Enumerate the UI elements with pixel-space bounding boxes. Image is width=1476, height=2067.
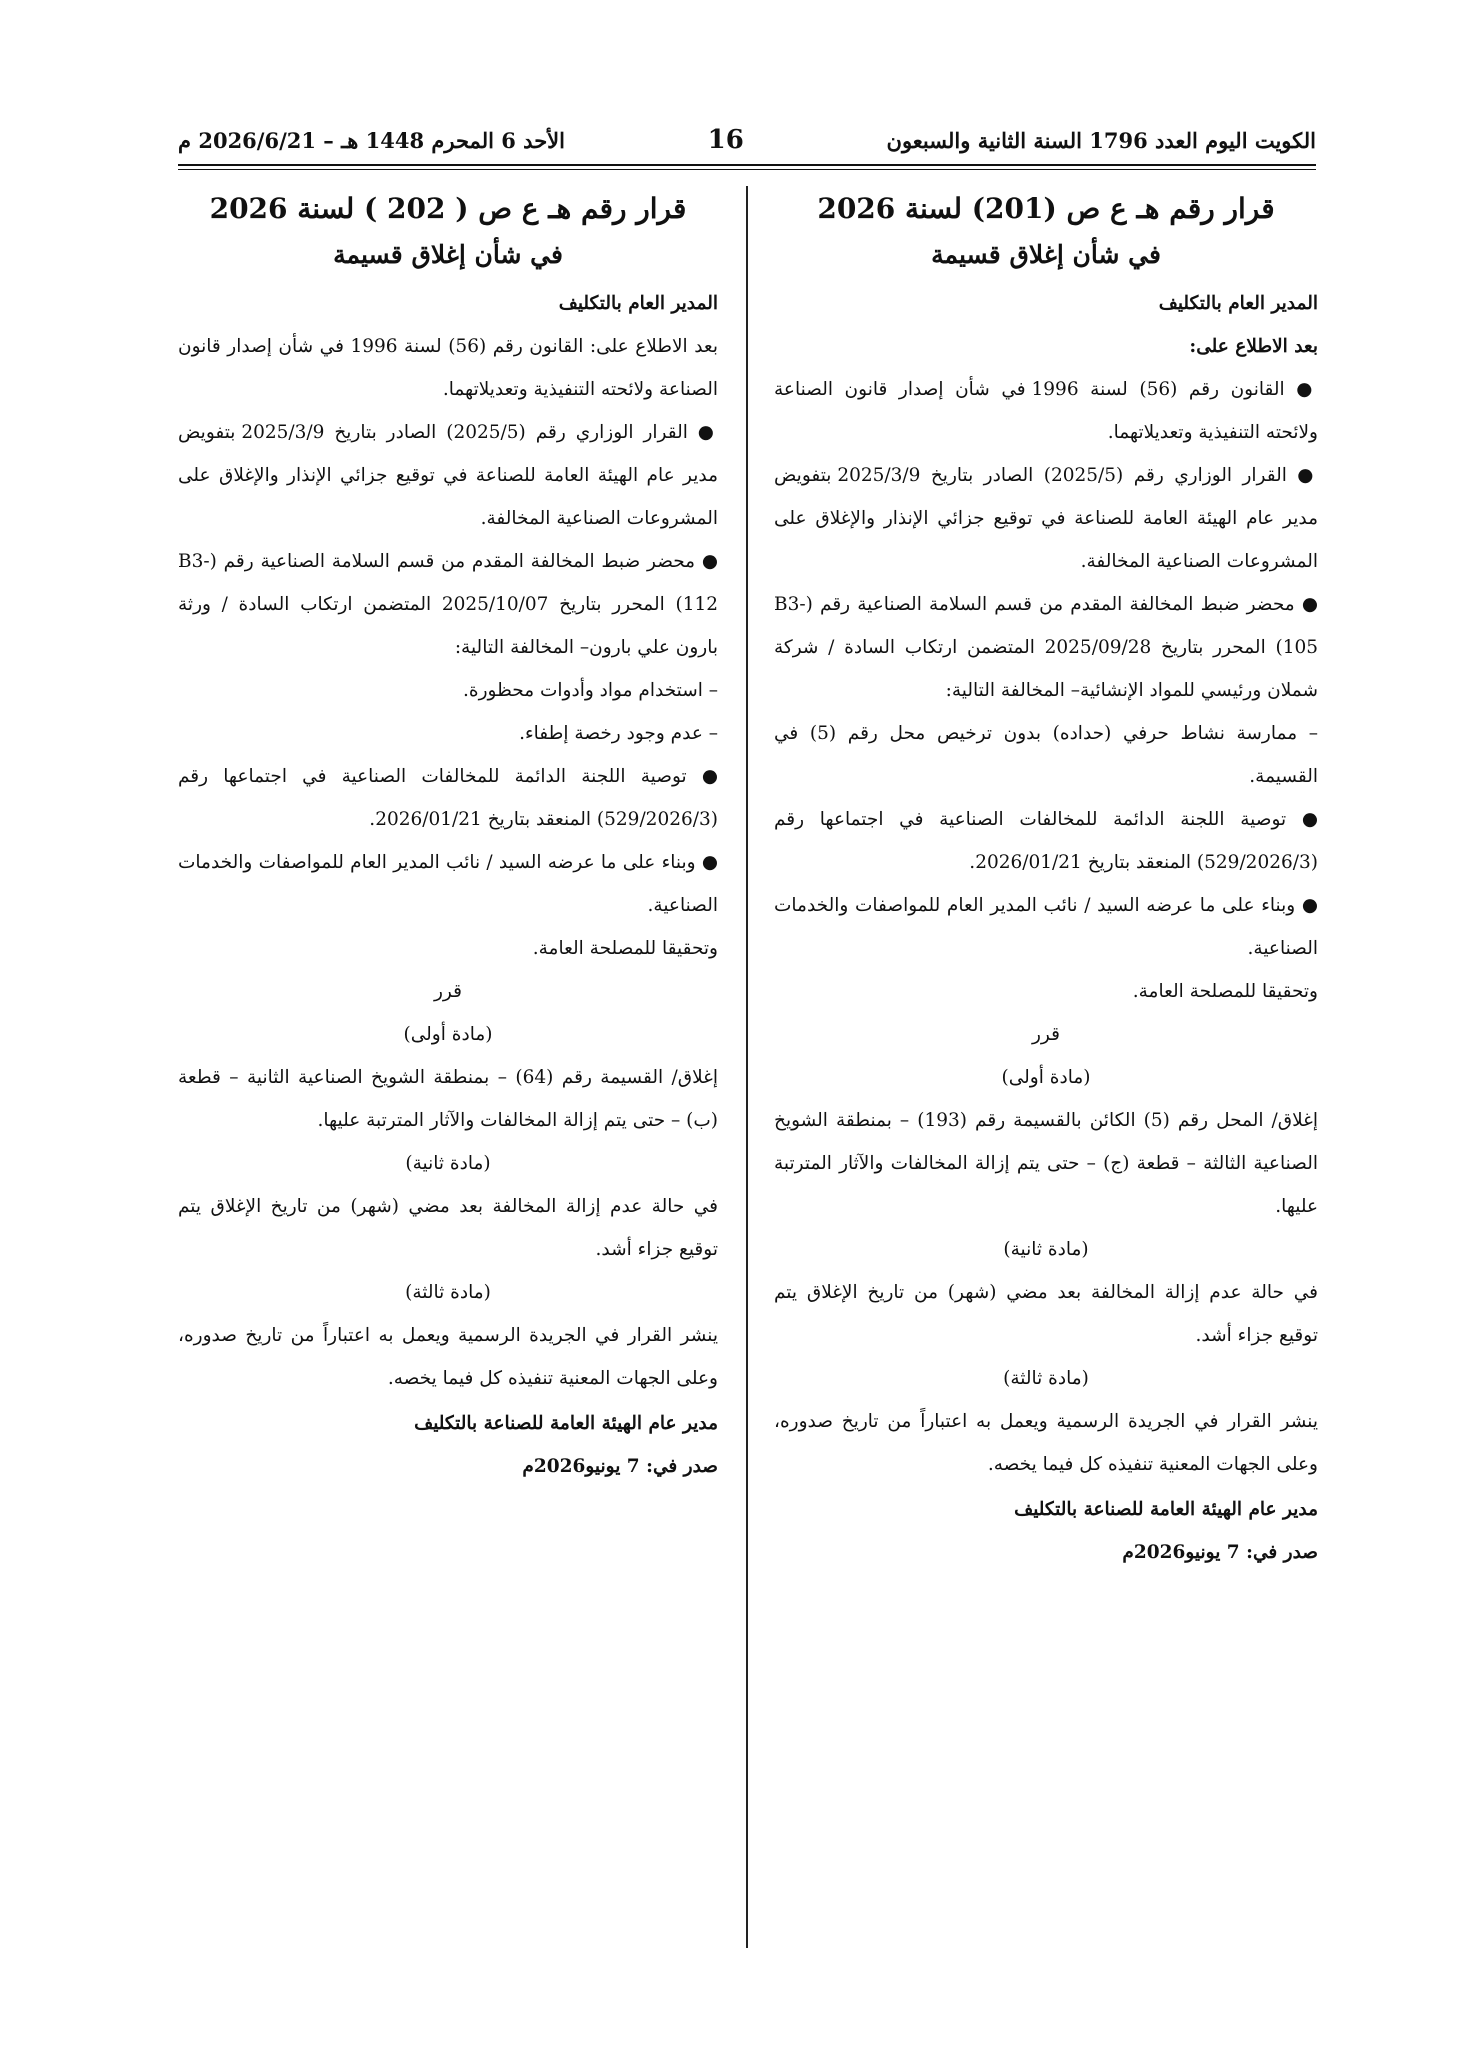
article-text: ينشر القرار في الجريدة الرسمية ويعمل به اعتباراً من تاريخ صدوره، وعلى الجهات المعنية تنفيذه كل فيما يخصه. <box>774 1411 1318 1475</box>
preamble-line: ● توصية اللجنة الدائمة للمخالفات الصناعية في اجتماعها رقم (529/2026/3) المنعقد بتاريخ 2026/01/21. <box>178 766 718 830</box>
preamble-line: ● القانون رقم (56) لسنة 1996 في شأن إصدار قانون الصناعة ولائحته التنفيذية وتعديلاتهما. <box>774 379 1319 443</box>
preamble-line: ● محضر ضبط المخالفة المقدم من قسم السلامة الصناعية رقم (B3-112) المحرر بتاريخ 2025/10/07 المتضمن ارتكاب السادة / ورثة بارون علي بارون– المخالفة التالية: <box>178 551 718 658</box>
issue-date: صدر في: 7 يونيو2026م <box>1122 1542 1318 1563</box>
header-date: الأحد 6 المحرم 1448 هـ – 2026/6/21 م <box>178 127 565 153</box>
article-text: في حالة عدم إزالة المخالفة بعد مضي (شهر) من تاريخ الإغلاق يتم توقيع جزاء أشد. <box>774 1282 1318 1346</box>
article-text: إغلاق/ القسيمة رقم (64) – بمنطقة الشويخ الصناعية الثانية – قطعة (ب) – حتى يتم إزالة المخالفات والآثار المترتبة عليها. <box>178 1067 718 1131</box>
article-heading: (مادة أولى) <box>403 1024 493 1045</box>
column-divider <box>746 186 748 1948</box>
decision-201-column <box>774 186 1318 1574</box>
article-heading: (مادة ثانية) <box>405 1153 491 1174</box>
header-rule-thin <box>178 169 1316 170</box>
decision-title: قرار رقم هـ ع ص ( 202 ) لسنة 2026 <box>209 192 687 225</box>
page-header <box>178 122 1316 158</box>
signature: مدير عام الهيئة العامة للصناعة بالتكليف <box>414 1413 718 1434</box>
preamble-line: بعد الاطلاع على: القانون رقم (56) لسنة 1996 في شأن إصدار قانون الصناعة ولائحته التنفيذية وتعديلاتهما. <box>178 336 718 400</box>
preamble-line: – عدم وجود رخصة إطفاء. <box>519 723 718 744</box>
preamble-line: ● وبناء على ما عرضه السيد / نائب المدير العام للمواصفات والخدمات الصناعية. <box>178 852 718 916</box>
decided-heading: قرر <box>434 981 462 1002</box>
preamble-line: بعد الاطلاع على: <box>1189 336 1318 357</box>
decision-202-column <box>178 186 718 1488</box>
decided-heading: قرر <box>1032 1024 1060 1045</box>
header-issue-info: الكويت اليوم العدد 1796 السنة الثانية والسبعون <box>886 127 1316 153</box>
article-heading: (مادة ثالثة) <box>1003 1368 1089 1389</box>
decision-subtitle: في شأن إغلاق قسيمة <box>333 240 563 269</box>
preamble-line: المدير العام بالتكليف <box>558 293 718 314</box>
preamble-line: – استخدام مواد وأدوات محظورة. <box>463 680 718 701</box>
signature: مدير عام الهيئة العامة للصناعة بالتكليف <box>1014 1499 1318 1520</box>
preamble-line: ● توصية اللجنة الدائمة للمخالفات الصناعية في اجتماعها رقم (529/2026/3) المنعقد بتاريخ 2026/01/21. <box>774 809 1318 873</box>
header-rule <box>178 164 1316 166</box>
decision-title: قرار رقم هـ ع ص (201) لسنة 2026 <box>817 192 1275 225</box>
article-text: في حالة عدم إزالة المخالفة بعد مضي (شهر) من تاريخ الإغلاق يتم توقيع جزاء أشد. <box>178 1196 718 1260</box>
article-text: إغلاق/ المحل رقم (5) الكائن بالقسيمة رقم (193) – بمنطقة الشويخ الصناعية الثالثة – قطعة (ج) – حتى يتم إزالة المخالفات والآثار المترتبة عليها. <box>774 1110 1318 1217</box>
preamble-line: ● وبناء على ما عرضه السيد / نائب المدير العام للمواصفات والخدمات الصناعية. <box>774 895 1318 959</box>
preamble-line: ● القرار الوزاري رقم (2025/5) الصادر بتاريخ 2025/3/9 بتفويض مدير عام الهيئة العامة للصناعة في توقيع جزائي الإنذار والإغلاق على المشروعات الصناعية المخالفة. <box>774 465 1318 572</box>
preamble-line: المدير العام بالتكليف <box>1158 293 1318 314</box>
preamble-line: – ممارسة نشاط حرفي (حداده) بدون ترخيص محل رقم (5) في القسيمة. <box>774 723 1318 787</box>
article-heading: (مادة أولى) <box>1001 1067 1091 1088</box>
article-heading: (مادة ثالثة) <box>405 1282 491 1303</box>
article-heading: (مادة ثانية) <box>1003 1239 1089 1260</box>
page-number: 16 <box>707 125 744 155</box>
preamble-line: ● محضر ضبط المخالفة المقدم من قسم السلامة الصناعية رقم (B3-105) المحرر بتاريخ 2025/09/28 المتضمن ارتكاب السادة / شركة شملان ورئيسي للمواد الإنشائية– المخالفة التالية: <box>774 594 1318 701</box>
preamble-line: ● القرار الوزاري رقم (2025/5) الصادر بتاريخ 2025/3/9 بتفويض مدير عام الهيئة العامة للصناعة في توقيع جزائي الإنذار والإغلاق على المشروعات الصناعية المخالفة. <box>178 422 718 529</box>
preamble-line: وتحقيقا للمصلحة العامة. <box>1132 981 1318 1002</box>
article-text: ينشر القرار في الجريدة الرسمية ويعمل به اعتباراً من تاريخ صدوره، وعلى الجهات المعنية تنفيذه كل فيما يخصه. <box>178 1325 718 1389</box>
decision-subtitle: في شأن إغلاق قسيمة <box>931 240 1161 269</box>
issue-date: صدر في: 7 يونيو2026م <box>522 1456 718 1477</box>
preamble-line: وتحقيقا للمصلحة العامة. <box>532 938 718 959</box>
